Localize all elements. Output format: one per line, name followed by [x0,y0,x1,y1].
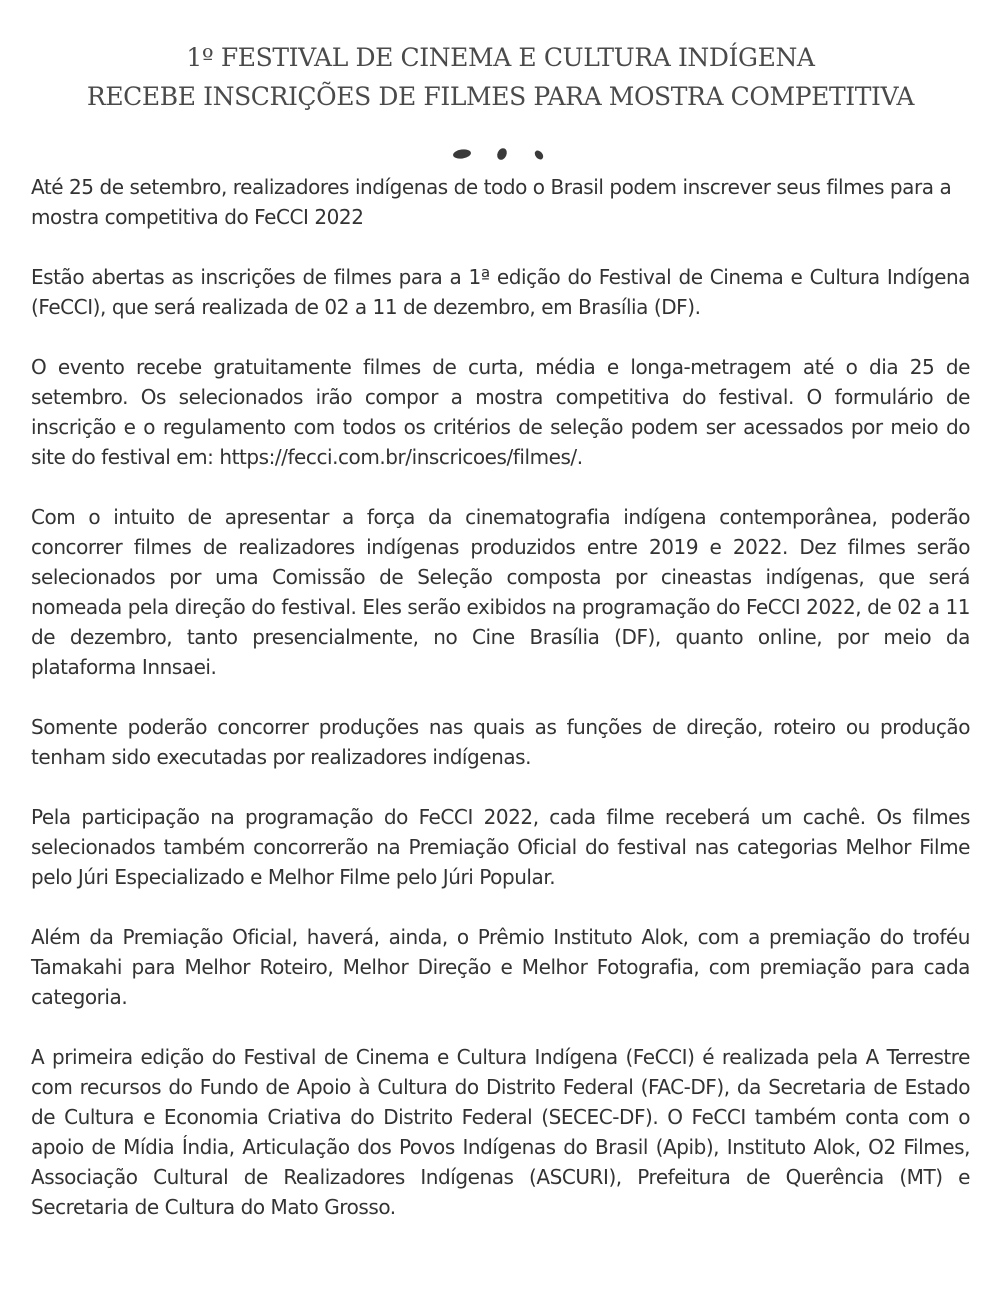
paragraph-registrations-open: Estão abertas as inscrições de filmes para a 1ª edição do Festival de Cinema e Cultura Indígena (FeCCI), que será realizada de 02 a 11 de dezembro, em Brasília (DF). [31,265,970,319]
three-seeds-divider-icon [441,144,561,164]
paragraph-submission-info: O evento recebe gratuitamente filmes de curta, média e longa-metragem até o dia 25 de setembro. Os selecionados irão compor a mostra competitiva do festival. O formulário de inscrição e o regulamento com todos os critérios de seleção podem ser acessados por meio do site do festival em: https://fecci.com.br/inscricoes/filmes/. [31,355,970,469]
paragraph-awards: Pela participação na programação do FeCCI 2022, cada filme receberá um cachê. Os filmes selecionados também concorrerão na Premiação Oficial do festival nas categorias Melhor Filme pelo Júri Especializado e Melhor Filme pelo Júri Popular. [31,805,970,889]
paragraph-eligibility: Somente poderão concorrer produções nas quais as funções de direção, roteiro ou produção tenham sido executadas por realizadores indígenas. [31,715,970,769]
paragraph-intro: Até 25 de setembro, realizadores indígenas de todo o Brasil podem inscrever seus filmes para a mostra competitiva do FeCCI 2022 [31,175,952,229]
article-title-line-2: RECEBE INSCRIÇÕES DE FILMES PARA MOSTRA COMPETITIVA [86,82,915,111]
article-title-line-1: 1º FESTIVAL DE CINEMA E CULTURA INDÍGENA [186,43,815,72]
article-title [31,38,970,116]
paragraph-selection: Com o intuito de apresentar a força da cinematografia indígena contemporânea, poderão concorrer filmes de realizadores indígenas produzidos entre 2019 e 2022. Dez filmes serão selecionados por uma Comissão de Seleção composta por cineastas indígenas, que será nomeada pela direção do festival. Eles serão exibidos na programação do FeCCI 2022, de 02 a 11 de dezembro, tanto presencialmente, no Cine Brasília (DF), quanto online, por meio da plataforma Innsaei. [31,505,970,679]
paragraph-sponsors: A primeira edição do Festival de Cinema e Cultura Indígena (FeCCI) é realizada pela A Terrestre com recursos do Fundo de Apoio à Cultura do Distrito Federal (FAC-DF), da Secretaria de Estado de Cultura e Economia Criativa do Distrito Federal (SECEC-DF). O FeCCI também conta com o apoio de Mídia Índia, Articulação dos Povos Indígenas do Brasil (Apib), Instituto Alok, O2 Filmes, Associação Cultural de Realizadores Indígenas (ASCURI), Prefeitura de Querência (MT) e Secretaria de Cultura do Mato Grosso. [31,1045,970,1219]
paragraph-alok-prize: Além da Premiação Oficial, haverá, ainda, o Prêmio Instituto Alok, com a premiação do troféu Tamakahi para Melhor Roteiro, Melhor Direção e Melhor Fotografia, com premiação para cada categoria. [31,925,970,1009]
article-body [31,172,970,1222]
